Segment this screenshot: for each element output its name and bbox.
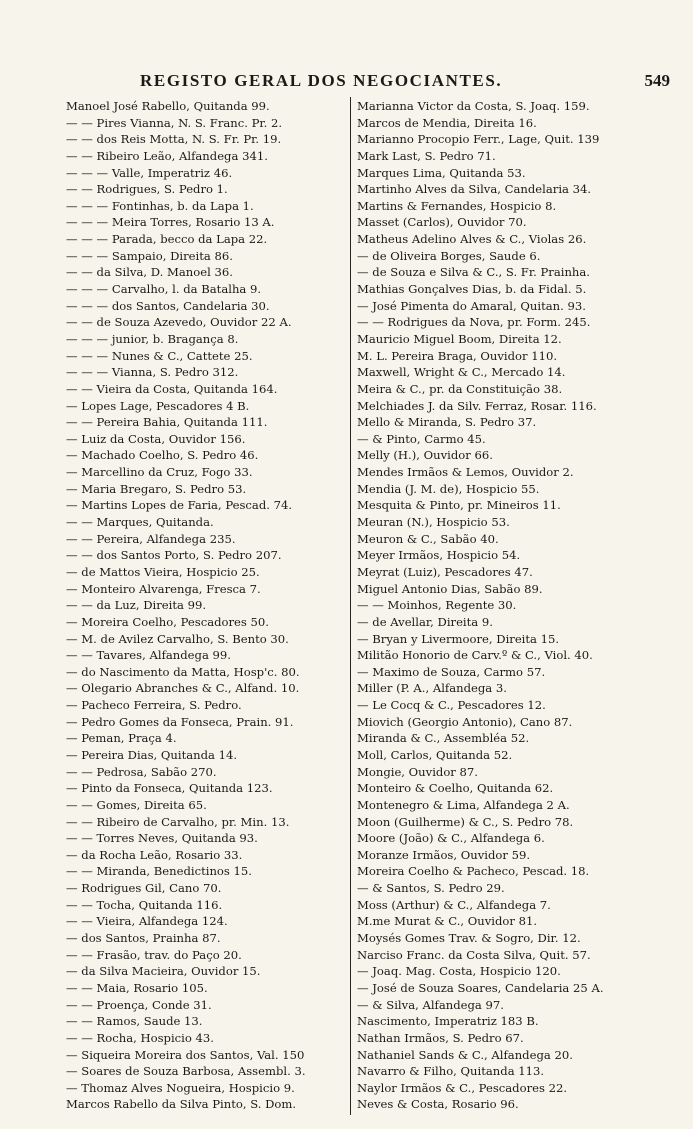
directory-entry: Marianno Procopio Ferr., Lage, Quit. 139 [357,132,600,147]
directory-entry: Naylor Irmãos & C., Pescadores 22. [357,1080,568,1095]
directory-entry: — de Souza e Silva & C., S. Fr. Prainha. [357,265,590,280]
directory-entry: Maxwell, Wright & C., Mercado 14. [357,365,566,380]
directory-entry: Mark Last, S. Pedro 71. [357,148,496,163]
directory-entry: — José de Souza Soares, Candelaria 25 A. [357,980,604,995]
directory-entry: — — — Valle, Imperatriz 46. [66,165,233,180]
directory-entry: Melchiades J. da Silv. Ferraz, Rosar. 116. [357,398,597,413]
directory-entry: — — — junior, b. Bragança 8. [66,331,239,346]
directory-entry: — — Pereira Bahia, Quitanda 111. [66,415,268,430]
directory-entry: — — Vieira da Costa, Quitanda 164. [66,381,278,396]
directory-entry: — do Nascimento da Matta, Hosp'c. 80. [66,664,300,679]
directory-entry: Mendia (J. M. de), Hospicio 55. [357,481,540,496]
directory-entry: — — Rocha, Hospicio 43. [66,1030,214,1045]
directory-entry: — da Rocha Leão, Rosario 33. [66,847,243,862]
directory-entry: Marques Lima, Quitanda 53. [357,165,526,180]
directory-entry: — Bryan y Livermoore, Direita 15. [357,631,560,646]
directory-entry: — da Silva Macieira, Ouvidor 15. [66,964,261,979]
directory-entry: — — — Vianna, S. Pedro 312. [66,365,239,380]
directory-entry: — — Pereira, Alfandega 235. [66,531,236,546]
directory-entry: M. L. Pereira Braga, Ouvidor 110. [357,348,558,363]
directory-entry: Manoel José Rabello, Quitanda 99. [66,99,270,113]
directory-entry: Mathias Gonçalves Dias, b. da Fidal. 5. [357,282,587,297]
directory-entry: — — dos Reis Motta, N. S. Fr. Pr. 19. [66,132,282,147]
directory-entry: Mesquita & Pinto, pr. Mineiros 11. [357,498,561,513]
page-title: REGISTO GERAL DOS NEGOCIANTES. [140,71,503,90]
directory-entry: M.me Murat & C., Ouvidor 81. [357,914,538,929]
directory-entry: Mauricio Miguel Boom, Direita 12. [357,331,562,346]
directory-entry: — — Moinhos, Regente 30. [357,598,517,613]
directory-entry: Meyer Irmãos, Hospicio 54. [357,548,521,563]
directory-entry: — & Pinto, Carmo 45. [357,431,486,446]
directory-entry: Meuran (N.), Hospicio 53. [357,515,510,530]
directory-entry: Navarro & Filho, Quitanda 113. [357,1064,545,1079]
directory-entry: — — Torres Neves, Quitanda 93. [66,831,258,846]
directory-entry: — — — Nunes & C., Cattete 25. [66,348,253,363]
directory-entry: — Olegario Abranches & C., Alfand. 10. [66,681,300,696]
directory-entry: — Moreira Coelho, Pescadores 50. [66,614,269,629]
directory-entry: Martins & Fernandes, Hospicio 8. [357,198,557,213]
directory-entry: — — da Silva, D. Manoel 36. [66,265,233,280]
directory-entry: Miguel Antonio Dias, Sabão 89. [357,581,543,596]
directory-entry: Mendes Irmãos & Lemos, Ouvidor 2. [357,465,574,480]
directory-entry: Monteiro & Coelho, Quitanda 62. [357,781,554,796]
directory-entry: — Machado Coelho, S. Pedro 46. [66,448,259,463]
directory-entry: — — — Carvalho, l. da Batalha 9. [66,282,262,297]
directory-entry: — Le Cocq & C., Pescadores 12. [357,698,546,713]
directory-entry: — — — Sampaio, Direita 86. [66,248,233,263]
directory-entry: Meira & C., pr. da Constituição 38. [357,381,563,396]
directory-entry: Melly (H.), Ouvidor 66. [357,448,493,463]
directory-entry: Moranze Irmãos, Ouvidor 59. [357,847,531,862]
directory-entry: — — Frasão, trav. do Paço 20. [66,947,242,962]
directory-entry: — de Mattos Vieira, Hospicio 25. [66,564,260,579]
directory-entry: — & Silva, Alfandega 97. [357,997,504,1012]
directory-entry: — — — Fontinhas, b. da Lapa 1. [66,198,254,213]
directory-entry: Miovich (Georgio Antonio), Cano 87. [357,714,573,729]
directory-entry: — de Oliveira Borges, Saude 6. [357,248,541,263]
directory-entry: — — Tocha, Quitanda 116. [66,897,223,912]
directory-entry: — — de Souza Azevedo, Ouvidor 22 A. [66,315,292,330]
directory-entry: — — Pires Vianna, N. S. Franc. Pr. 2. [66,115,283,130]
directory-entry: — — Rodrigues da Nova, pr. Form. 245. [357,315,591,330]
directory-entry: — José Pimenta do Amaral, Quitan. 93. [357,298,586,313]
directory-entry: — — — dos Santos, Candelaria 30. [66,298,270,313]
directory-entry: — Soares de Souza Barbosa, Assembl. 3. [66,1064,306,1079]
directory-entry: Nascimento, Imperatriz 183 B. [357,1014,539,1029]
directory-entry: Moon (Guilherme) & C., S. Pedro 78. [357,814,574,829]
directory-entry: Moore (João) & C., Alfandega 6. [357,831,545,846]
directory-entry: — — Miranda, Benedictinos 15. [66,864,252,879]
directory-entry: — Pinto da Fonseca, Quitanda 123. [66,781,273,796]
directory-entry: — Luiz da Costa, Ouvidor 156. [66,431,246,446]
directory-entry: — — da Luz, Direita 99. [66,598,207,613]
directory-entry: — — Vieira, Alfandega 124. [66,914,228,929]
directory-entry: — — Pedrosa, Sabão 270. [66,764,217,779]
directory-entry: — — Gomes, Direita 65. [66,797,207,812]
directory-entry: — Pereira Dias, Quitanda 14. [66,747,238,762]
directory-entry: — — Maia, Rosario 105. [66,980,208,995]
directory-entry: — Marcellino da Cruz, Fogo 33. [66,465,253,480]
left-column [66,98,347,1113]
directory-entry: — — Proença, Conde 31. [66,997,212,1012]
directory-entry: Nathan Irmãos, S. Pedro 67. [357,1030,524,1045]
directory-entry: — — Tavares, Alfandega 99. [66,648,231,663]
directory-entry: Masset (Carlos), Ouvidor 70. [357,215,527,230]
directory-entry: — — — Parada, becco da Lapa 22. [66,232,268,247]
directory-entry: — — — Meira Torres, Rosario 13 A. [66,215,275,230]
directory-entry: — Siqueira Moreira dos Santos, Val. 150 [66,1047,305,1062]
directory-entry: — — Rodrigues, S. Pedro 1. [66,182,228,197]
right-column [357,98,657,1113]
directory-entry: — Monteiro Alvarenga, Fresca 7. [66,581,261,596]
directory-entry: Martinho Alves da Silva, Candelaria 34. [357,182,592,197]
directory-entry: — Pacheco Ferreira, S. Pedro. [66,698,242,713]
page-header [140,71,670,95]
directory-entry: — — dos Santos Porto, S. Pedro 207. [66,548,282,563]
directory-entry: Marianna Victor da Costa, S. Joaq. 159. [357,99,590,113]
directory-entry: — Lopes Lage, Pescadores 4 B. [66,398,250,413]
directory-entry: Marcos de Mendia, Direita 16. [357,115,537,130]
directory-entry: Moss (Arthur) & C., Alfandega 7. [357,897,551,912]
directory-entry: — — Ramos, Saude 13. [66,1014,203,1029]
directory-entry: — dos Santos, Prainha 87. [66,931,221,946]
directory-entry: — Peman, Praça 4. [66,731,177,746]
directory-entry: Mello & Miranda, S. Pedro 37. [357,415,537,430]
directory-entry: — Martins Lopes de Faria, Pescad. 74. [66,498,293,513]
directory-entry: Montenegro & Lima, Alfandega 2 A. [357,797,570,812]
directory-entry: Miranda & C., Assembléa 52. [357,731,530,746]
directory-entry: — Pedro Gomes da Fonseca, Prain. 91. [66,714,294,729]
directory-entry: Moysés Gomes Trav. & Sogro, Dir. 12. [357,931,581,946]
directory-entry: Mongie, Ouvidor 87. [357,764,478,779]
page-number: 549 [644,71,670,90]
column-divider [350,97,351,1115]
directory-entry: — Joaq. Mag. Costa, Hospicio 120. [357,964,561,979]
directory-entry: Moll, Carlos, Quitanda 52. [357,747,513,762]
directory-entry: — de Avellar, Direita 9. [357,614,493,629]
directory-entry: Militão Honorio de Carv.º & C., Viol. 40. [357,648,593,663]
directory-entry: Moreira Coelho & Pacheco, Pescad. 18. [357,864,590,879]
directory-entry: Marcos Rabello da Silva Pinto, S. Dom. [66,1097,297,1112]
directory-entry: — — Marques, Quitanda. [66,515,214,530]
directory-entry: Neves & Costa, Rosario 96. [357,1097,519,1112]
directory-entry: — Maria Bregaro, S. Pedro 53. [66,481,247,496]
directory-entry: Matheus Adelino Alves & C., Violas 26. [357,232,587,247]
directory-entry: — & Santos, S. Pedro 29. [357,881,505,896]
directory-entry: Nathaniel Sands & C., Alfandega 20. [357,1047,573,1062]
directory-entry: — M. de Avilez Carvalho, S. Bento 30. [66,631,289,646]
directory-entry: — Maximo de Souza, Carmo 57. [357,664,546,679]
directory-entry: Narciso Franc. da Costa Silva, Quit. 57. [357,947,591,962]
directory-entry: — Rodrigues Gil, Cano 70. [66,881,222,896]
directory-entry: — — Ribeiro Leão, Alfandega 341. [66,148,268,163]
directory-entry: — Thomaz Alves Nogueira, Hospicio 9. [66,1080,295,1095]
directory-entry: Meuron & C., Sabão 40. [357,531,499,546]
directory-entry: — — Ribeiro de Carvalho, pr. Min. 13. [66,814,290,829]
directory-entry: Meyrat (Luiz), Pescadores 47. [357,564,533,579]
directory-entry: Miller (P. A., Alfandega 3. [357,681,507,696]
